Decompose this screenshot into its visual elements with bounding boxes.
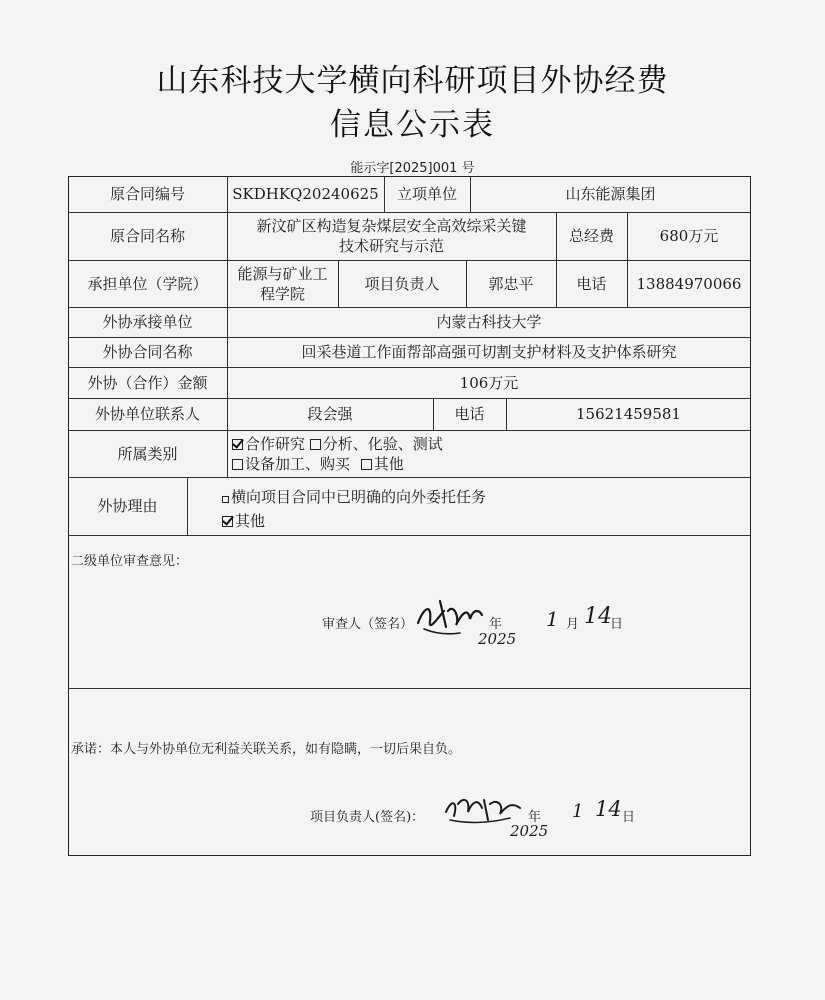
undertaking-line1: 能源与矿业工 [237,264,328,283]
promise-year-suffix: 年 [528,810,542,825]
contact-phone-value: 15621459581 [576,405,681,423]
category-checkbox-cooperation[interactable] [232,439,243,450]
row-divider [68,535,751,536]
form-subtitle: 信息公示表 [330,107,495,143]
category-checkbox-other[interactable] [361,459,372,470]
undertaking-line2: 程学院 [259,284,305,303]
document-number: 能示字[2025]001 号 [350,161,475,176]
approval-unit-value: 山东能源集团 [565,185,656,203]
review-year-handwritten: 2025 [478,630,517,648]
phone-label: 电话 [576,274,607,293]
reason-options [222,485,486,533]
contract-name-label: 原合同名称 [109,227,185,245]
reason-label: 外协理由 [97,497,158,515]
form-title: 山东科技大学横向科研项目外协经费 [156,63,669,99]
leader-value: 郭忠平 [488,274,534,293]
phone-value: 13884970066 [636,274,742,293]
promise-year-handwritten: 2025 [510,822,549,840]
outsource-unit-value: 内蒙古科技大学 [436,313,542,331]
review-month-handwritten: 1 [546,607,559,631]
amount-value: 106万元 [459,373,519,392]
contract-no-value: SKDHKQ20240625 [232,185,379,203]
outsource-unit-label: 外协承接单位 [102,313,193,331]
column-divider [187,477,188,535]
reason-checkbox-contract-task[interactable] [222,496,229,503]
review-month-suffix: 月 [566,617,580,632]
reason-checkbox-other[interactable] [222,516,233,527]
promise-statement: 承诺：本人与外协单位无利益关联关系，如有隐瞒，一切后果自负。 [71,742,462,757]
leader-label: 项目负责人 [364,274,440,293]
leader-sign-label: 项目负责人(签名)： [310,810,425,825]
reviewer-sign-label: 审查人（签名） [322,617,414,632]
approval-unit-label: 立项单位 [396,185,457,203]
outsource-contract-value: 回采巷道工作面帮部高强可切割支护材料及支护体系研究 [301,343,677,361]
contact-label: 外协单位联系人 [94,405,200,423]
category-checkbox-equipment[interactable] [232,459,243,470]
contract-name-line2: 技术研究与示范 [338,237,444,255]
amount-label: 外协（合作）金额 [87,373,208,392]
contact-value: 段会强 [307,405,353,423]
contact-phone-label: 电话 [454,405,485,423]
row-divider [68,688,751,689]
contract-name-line1: 新汶矿区构造复杂煤层安全高效综采关键 [256,217,527,235]
category-label: 所属类别 [117,444,178,463]
category-option-label: 设备加工、购买 [245,455,351,473]
total-fund-value: 680万元 [659,227,719,245]
contract-no-label: 原合同编号 [109,185,185,203]
review-day-handwritten: 14 [584,604,612,629]
reviewer-signature [410,593,488,641]
category-option-label: 其他 [373,455,404,473]
undertaking-label: 承担单位（学院） [87,274,208,293]
category-options [232,434,443,474]
category-checkbox-analysis[interactable] [310,439,321,450]
category-option-label: 合作研究 [245,435,306,453]
promise-month-handwritten: 1 [572,801,584,822]
undertaking-value [227,260,338,307]
outsource-contract-label: 外协合同名称 [102,343,193,361]
column-divider [227,430,228,477]
reason-option-label: 其他 [235,512,266,530]
review-year-suffix: 年 [489,617,503,632]
review-heading: 二级单位审查意见： [71,554,189,569]
total-fund-label: 总经费 [568,227,614,245]
contract-name-value [227,212,556,260]
promise-day-suffix: 日 [622,810,636,825]
reason-option-label: 横向项目合同中已明确的向外委托任务 [231,488,487,506]
review-day-suffix: 日 [610,617,624,632]
promise-day-handwritten: 14 [595,797,622,821]
category-option-label: 分析、化验、测试 [322,435,443,453]
